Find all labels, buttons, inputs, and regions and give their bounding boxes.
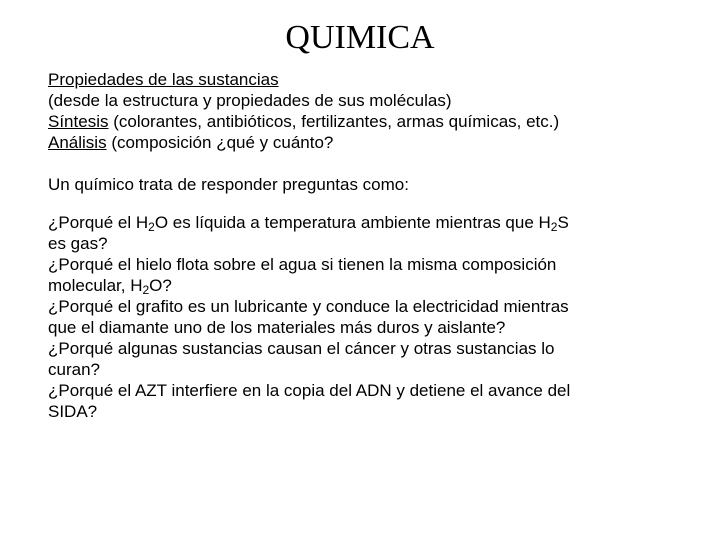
synthesis-term: Síntesis — [48, 112, 109, 131]
question-text: ¿Porqué el H — [48, 213, 149, 232]
question-5-line-1: ¿Porqué el AZT interfiere en la copia del ADN y detiene el avance del — [48, 381, 571, 400]
question-4-line-1: ¿Porqué algunas sustancias causan el cáncer y otras sustancias lo — [48, 339, 555, 358]
question-1-line-2: es gas? — [48, 234, 108, 253]
synthesis-line — [48, 111, 688, 132]
properties-heading: Propiedades de las sustancias — [48, 70, 279, 89]
intro-line-1 — [48, 69, 688, 90]
question-text: S — [557, 213, 569, 232]
question-2-line-2 — [48, 275, 688, 296]
slide-body — [48, 69, 688, 422]
subscript: 2 — [148, 220, 155, 234]
subscript: 2 — [142, 283, 150, 297]
spacer — [48, 153, 688, 174]
question-4-line-2: curan? — [48, 360, 100, 379]
question-3-line-2: que el diamante uno de los materiales más duros y aislante? — [48, 318, 506, 337]
question-text: O es líquida a temperatura ambiente mientras que H — [154, 213, 551, 232]
analysis-term: Análisis — [48, 133, 107, 152]
question-text: molecular, H — [48, 276, 143, 295]
analysis-line — [48, 132, 688, 153]
question-5-line-2: SIDA? — [48, 402, 98, 421]
analysis-detail: (composición ¿qué y cuánto? — [106, 133, 334, 152]
synthesis-detail: (colorantes, antibióticos, fertilizantes, armas químicas, etc.) — [108, 112, 560, 131]
spacer — [48, 195, 688, 212]
subscript: 2 — [550, 220, 558, 234]
question-2-line-1: ¿Porqué el hielo flota sobre el agua si tienen la misma composición — [48, 255, 557, 274]
slide-title: QUIMICA — [285, 19, 435, 56]
lead-sentence: Un químico trata de responder preguntas como: — [48, 175, 409, 194]
question-3-line-1: ¿Porqué el grafito es un lubricante y conduce la electricidad mientras — [48, 297, 569, 316]
intro-line-2: (desde la estructura y propiedades de sus moléculas) — [48, 91, 452, 110]
question-text: O? — [149, 276, 172, 295]
question-1-line-1 — [48, 212, 688, 233]
